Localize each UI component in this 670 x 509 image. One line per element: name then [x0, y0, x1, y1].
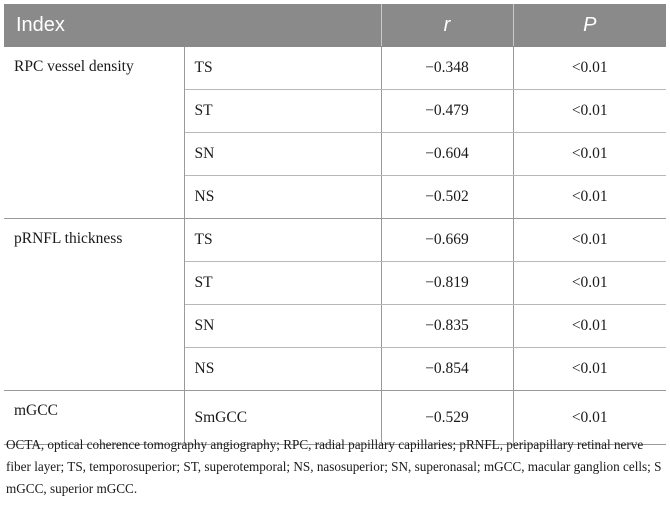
sub-index-cell: ST [184, 90, 381, 133]
sub-index-cell: NS [184, 348, 381, 391]
sub-index-cell: SN [184, 133, 381, 176]
r-value-cell: −0.835 [381, 305, 513, 348]
p-value-cell: <0.01 [513, 176, 666, 219]
p-value-cell: <0.01 [513, 47, 666, 90]
r-value-cell: −0.502 [381, 176, 513, 219]
sub-index-cell: TS [184, 47, 381, 90]
sub-index-cell: SN [184, 305, 381, 348]
r-value-cell: −0.669 [381, 219, 513, 262]
r-value-cell: −0.529 [381, 391, 513, 445]
table-row [4, 219, 666, 262]
r-value-cell: −0.819 [381, 262, 513, 305]
sub-index-cell: TS [184, 219, 381, 262]
p-value-cell: <0.01 [513, 90, 666, 133]
r-value-cell: −0.604 [381, 133, 513, 176]
correlation-table [4, 4, 666, 445]
header-p: P [513, 4, 666, 47]
sub-index-cell: NS [184, 176, 381, 219]
header-r: r [381, 4, 513, 47]
table-footnote: OCTA, optical coherence tomography angiography; RPC, radial papillary capillaries; pRNFL, peripapillary retinal nerve fiber layer; TS, temporosuperior; ST, superotemporal; NS, nasosuperior; SN, superonasal; mGCC, macular ganglion cells; S mGCC, superior mGCC. [6, 437, 662, 496]
r-value-cell: −0.854 [381, 348, 513, 391]
p-value-cell: <0.01 [513, 133, 666, 176]
p-value-cell: <0.01 [513, 262, 666, 305]
group-prnfl-thickness [4, 219, 666, 391]
sub-index-cell: SmGCC [184, 391, 381, 445]
table-header-row [4, 4, 666, 47]
sub-index-cell: ST [184, 262, 381, 305]
p-value-cell: <0.01 [513, 219, 666, 262]
group-label: RPC vessel density [4, 47, 184, 219]
r-value-cell: −0.348 [381, 47, 513, 90]
table-row [4, 47, 666, 90]
group-label: mGCC [4, 391, 184, 445]
p-value-cell: <0.01 [513, 348, 666, 391]
p-value-cell: <0.01 [513, 391, 666, 445]
p-value-cell: <0.01 [513, 305, 666, 348]
group-rpc-vessel-density [4, 47, 666, 219]
group-label: pRNFL thickness [4, 219, 184, 391]
r-value-cell: −0.479 [381, 90, 513, 133]
header-index: Index [4, 4, 381, 47]
